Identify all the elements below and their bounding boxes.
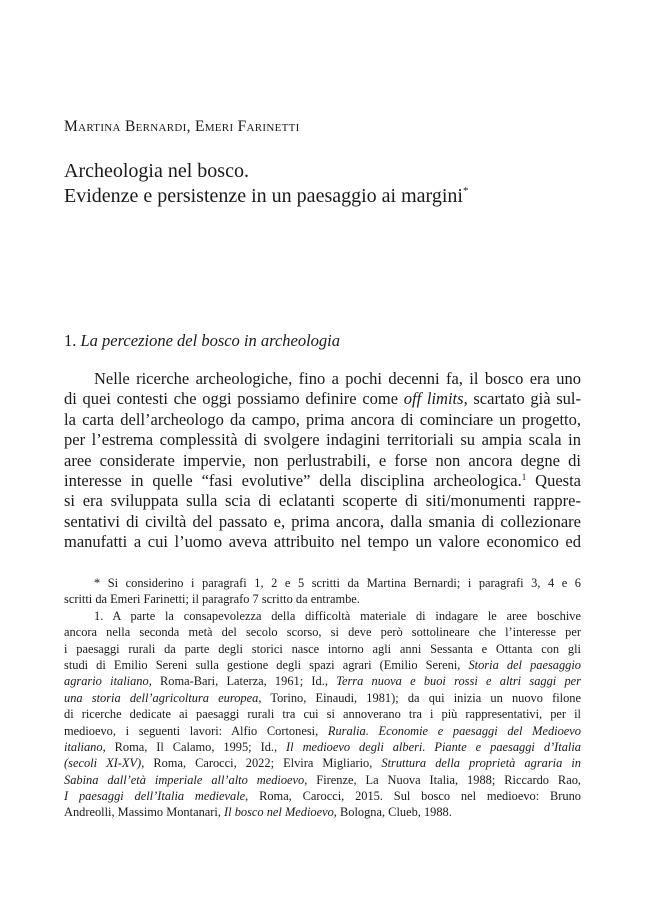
title-line-2	[64, 184, 604, 209]
article-title	[64, 159, 604, 209]
body-line: manufatti a cui l’uomo aveva attribuito nel tempo un valore economico ed	[64, 532, 581, 552]
footnote-1-line	[64, 690, 581, 706]
footnote-1-line	[64, 788, 581, 804]
title-footnote-mark[interactable]: *	[462, 185, 469, 197]
footnote-1-line: ancora nella seconda metà del secolo scorso, si deve però sottolineare che l’interesse per	[64, 625, 581, 640]
footnote-ref-1[interactable]: 1	[521, 471, 527, 482]
footnotes	[64, 575, 581, 821]
footnote-1-line	[64, 755, 581, 771]
footnote-1-line	[64, 673, 581, 689]
footnote-italic-text: Struttura della proprietà agraria in	[381, 756, 582, 771]
authors-line	[64, 118, 300, 136]
author-1: Martina Bernardi	[64, 118, 187, 135]
footnote-text: medioevo, i seguenti lavori: Alfio Cortonesi,	[64, 723, 328, 738]
body-line: la carta dell’archeologo da campo, prima ancora di cominciare un progetto,	[64, 409, 581, 429]
footnote-star-line: * Si considerino i paragrafi 1, 2 e 5 scritti da Martina Bernardi; i paragrafi 3, 4 e 6	[94, 576, 581, 590]
footnote-text: , Roma, Carocci, 2015. Sul bosco nel medioevo: Bruno	[245, 789, 581, 804]
footnote-text: studi di Emilio Sereni sulla gestione degli spazi agrari (Emilio Sereni,	[64, 657, 469, 672]
section-title: La percezione del bosco in archeologia	[80, 331, 341, 350]
footnote-text: , Roma, Carocci, 2022; Elvira Migliario,	[141, 756, 382, 771]
footnote-italic-text: italiano	[64, 739, 103, 754]
body-italic-text: off limits	[403, 389, 464, 409]
footnote-1-line: 1. A parte la consapevolezza della difficoltà materiale di indagare le aree boschive	[94, 608, 581, 623]
footnote-italic-text: una storia dell’agricoltura europea	[64, 690, 259, 705]
footnote-italic-text: Il medioevo degli alberi. Piante e paesaggi d’Italia	[286, 739, 582, 754]
body-line	[64, 471, 581, 491]
body-text: , scartato già sul-	[463, 389, 581, 409]
footnote-italic-text: Ruralia. Economie e paesaggi del Medioevo	[327, 723, 582, 738]
body-text: di quei contesti che oggi possiamo definire come	[64, 389, 404, 409]
body-line: aree considerate impervie, non perlustrabili, e forse non ancora degne di	[64, 450, 581, 470]
footnote-1-line	[64, 739, 581, 755]
footnote-text: , Torino, Einaudi, 1981); da qui inizia un nuovo filone	[258, 690, 581, 705]
author-2: Emeri Farinetti	[194, 118, 300, 135]
author-separator: ,	[186, 118, 195, 135]
footnote-star-line: scritti da Emeri Farinetti; il paragrafo 7 scritto da entrambe.	[64, 592, 360, 607]
body-text: Questa	[526, 470, 581, 490]
body-line: Nelle ricerche archeologiche, fino a pochi decenni fa, il bosco era uno	[94, 369, 581, 388]
footnote-1-line	[64, 772, 581, 788]
footnote-italic-text: Storia del paesaggio	[468, 657, 582, 672]
footnote-text: , Roma, Il Calamo, 1995; Id.,	[102, 739, 287, 754]
footnote-text: , Firenze, La Nuova Italia, 1988; Riccardo Rao,	[304, 772, 581, 787]
footnote-italic-text: Il bosco nel Medioevo	[224, 805, 334, 820]
footnote-italic-text: Terra nuova e buoi rossi e altri saggi per	[336, 674, 581, 689]
body-line	[64, 389, 581, 409]
footnote-italic-text: agrario italiano	[64, 674, 149, 689]
body-text: interesse in quelle “fasi evolutive” della disciplina archeologica.	[64, 470, 522, 490]
footnote-1-line: i paesaggi rurali da parte degli storici nasce intorno agli anni Sessanta e Ottanta con gli	[64, 641, 581, 656]
footnote-1-line	[64, 723, 581, 739]
body-paragraph	[64, 369, 581, 553]
body-line: per l’estrema complessità di svolgere indagini territoriali su ampia scala in	[64, 430, 581, 450]
footnote-italic-text: (secoli XI-XV)	[64, 756, 142, 771]
footnote-italic-text: I paesaggi dell’Italia medievale	[64, 789, 246, 804]
footnote-1-line	[64, 657, 581, 673]
body-line: sentativi di civiltà del passato e, prima ancora, dalla smania di collezionare	[64, 511, 581, 531]
footnote-italic-text: Sabina dall’età imperiale all’alto medioevo	[64, 772, 305, 787]
footnote-text: , Bologna, Clueb, 1988.	[333, 805, 452, 820]
title-line-2-text: Evidenze e persistenze in un paesaggio ai margini	[64, 185, 463, 207]
footnote-text: , Roma-Bari, Laterza, 1961; Id.,	[148, 674, 337, 689]
section-number: 1.	[64, 331, 81, 350]
body-line: si era sviluppata sulla scia di eclatanti scoperte di siti/monumenti rappre-	[64, 491, 581, 511]
title-line-1: Archeologia nel bosco.	[64, 160, 249, 182]
section-heading	[64, 331, 340, 351]
footnote-text: Andreolli, Massimo Montanari,	[64, 805, 225, 820]
footnote-1-line	[64, 804, 581, 820]
footnote-1-line: di ricerche dedicate ai paesaggi rurali tra cui si annoverano tra i più rappresentativi, per il	[64, 707, 581, 722]
